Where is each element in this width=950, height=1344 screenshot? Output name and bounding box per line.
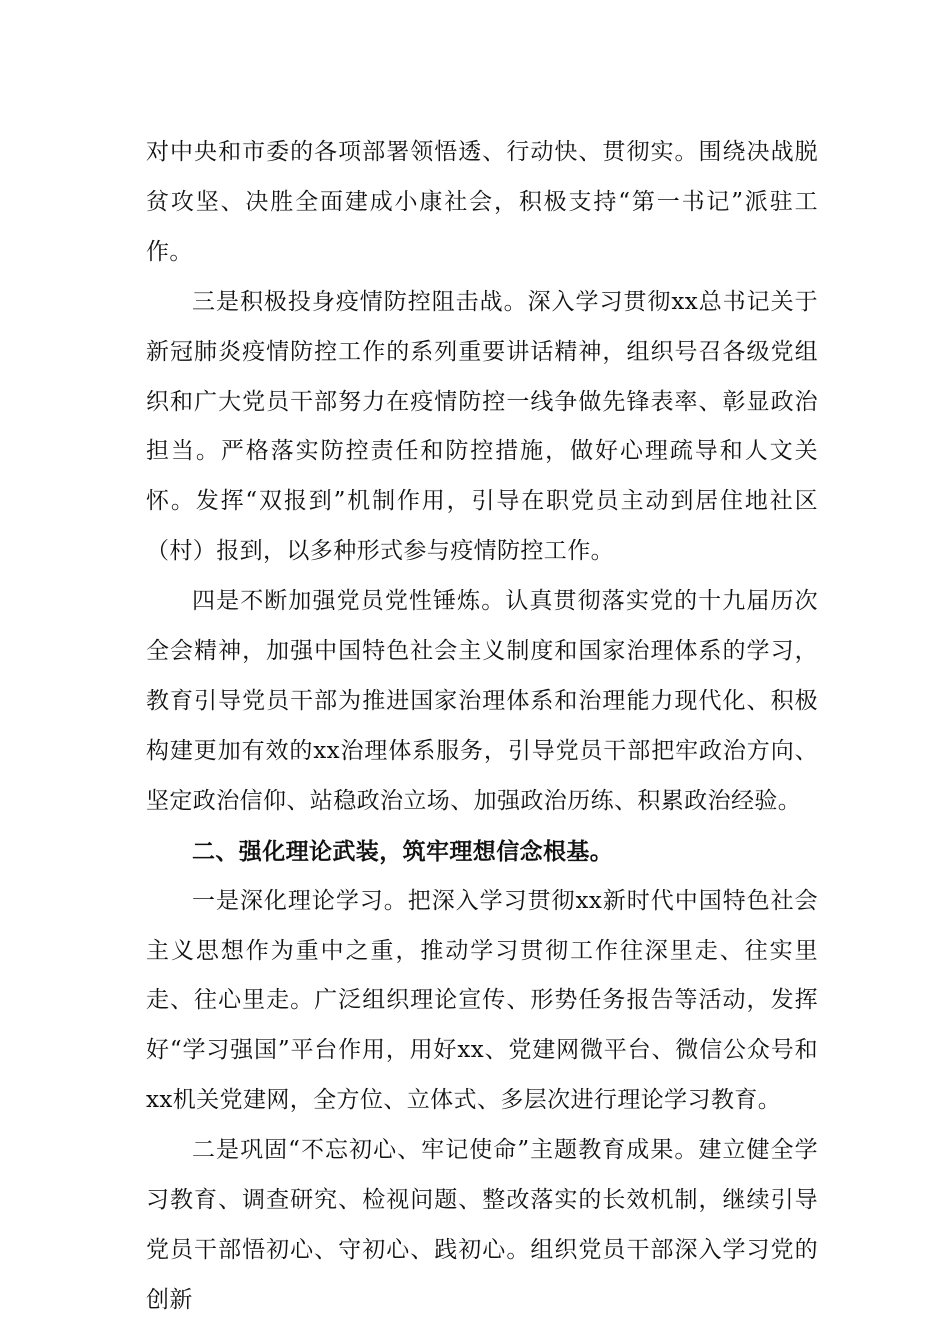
paragraph-party-spirit: 四是不断加强党员党性锤炼。认真贯彻落实党的十九届历次全会精神，加强中国特色社会主义制度和国家治理体系的学习，教育引导党员干部为推进国家治理体系和治理能力现代化、积极构建更加有效的xx治理体系服务，引导党员干部把牢政治方向、坚定政治信仰、站稳政治立场、加强政治历练、积累政治经验。: [146, 588, 818, 814]
paragraph-theory-study: 一是深化理论学习。把深入学习贯彻xx新时代中国特色社会主义思想作为重中之重，推动学习贯彻工作往深里走、往实里走、往心里走。广泛组织理论宣传、形势任务报告等活动，发挥好“学习强国”平台作用，用好xx、党建网微平台、微信公众号和xx机关党建网，全方位、立体式、多层次进行理论学习教育。: [146, 887, 818, 1114]
section-heading-theory: 二、强化理论武装，筑牢理想信念根基。: [192, 837, 614, 865]
paragraph-education-results: 二是巩固“不忘初心、牢记使命”主题教育成果。建立健全学习教育、调查研究、检视问题、整改落实的长效机制，继续引导党员干部悟初心、守初心、践初心。组织党员干部深入学习党的创新: [146, 1137, 818, 1313]
paragraph-epidemic-prevention: 三是积极投身疫情防控阻击战。深入学习贯彻xx总书记关于新冠肺炎疫情防控工作的系列重要讲话精神，组织号召各级党组织和广大党员干部努力在疫情防控一线争做先锋表率、彰显政治担当。严格落实防控责任和防控措施，做好心理疏导和人文关怀。发挥“双报到”机制作用，引导在职党员主动到居住地社区（村）报到，以多种形式参与疫情防控工作。: [146, 288, 818, 565]
document-body: [146, 128, 818, 1326]
paragraph-continuation: 对中央和市委的各项部署领悟透、行动快、贯彻实。围绕决战脱贫攻坚、决胜全面建成小康社会，积极支持“第一书记”派驻工作。: [146, 139, 818, 265]
